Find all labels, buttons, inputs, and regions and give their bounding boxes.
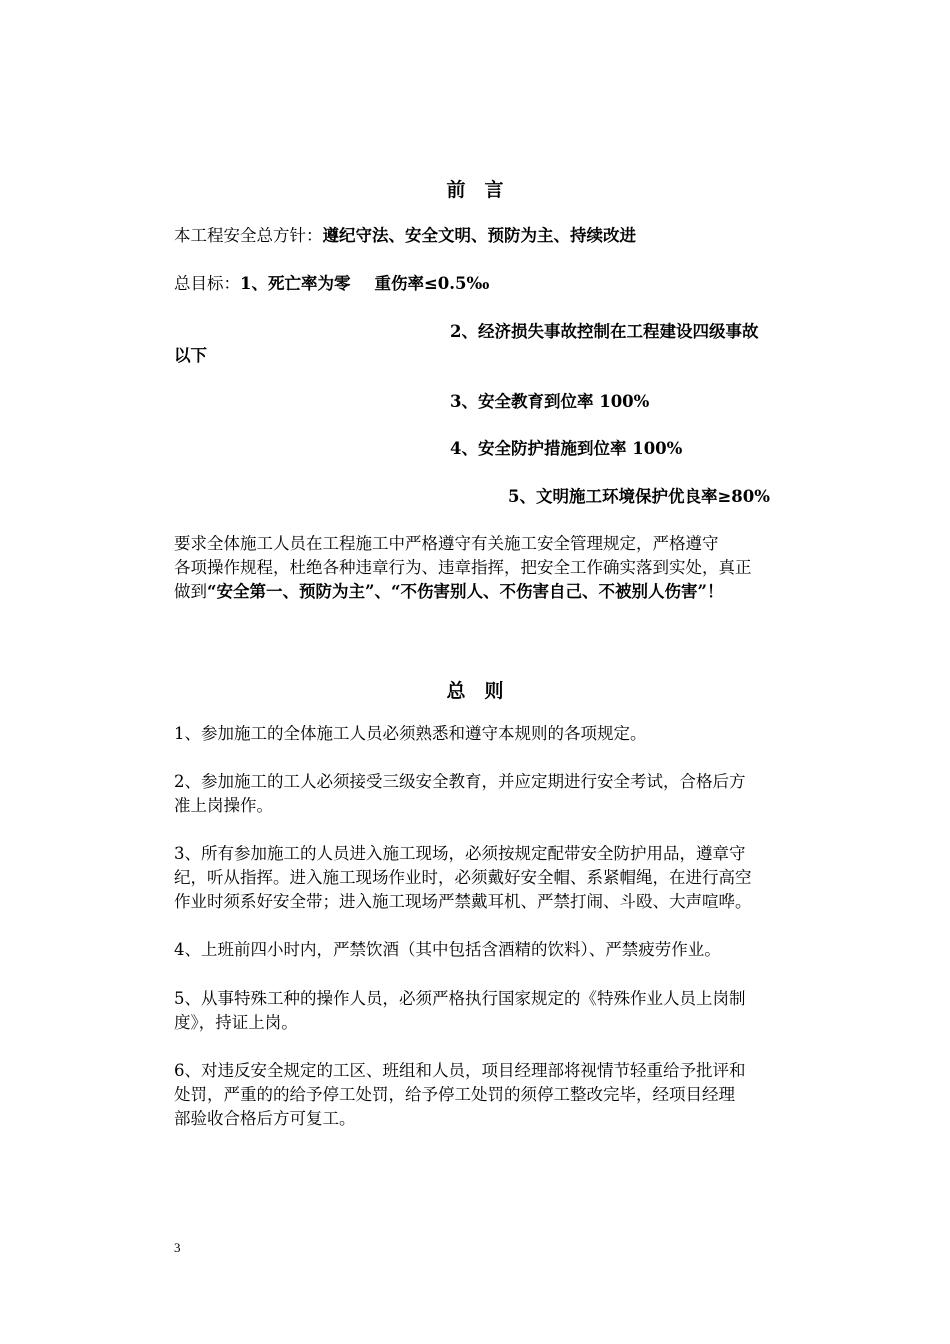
requirement-slogan: “安全第一、预防为主”、“不伤害别人、不伤害自己、不被别人伤害”！: [207, 582, 724, 601]
goal-5: 5、文明施工环境保护优良率≥80%: [508, 487, 770, 506]
rule-line: 部验收合格后方可复工。: [174, 1109, 356, 1128]
requirement-line: 各项操作规程，杜绝各种违章行为、违章指挥，把安全工作确实落到实处，真正: [174, 558, 752, 577]
rule-item: [174, 770, 819, 818]
requirement-paragraph: [174, 532, 819, 604]
rule-line: 1、参加施工的全体施工人员必须熟悉和遵守本规则的各项规定。: [174, 724, 647, 743]
general-title: 总 则: [446, 680, 504, 702]
rule-item: [174, 842, 819, 914]
rule-line: 4、上班前四小时内，严禁饮酒（其中包括含酒精的饮料）、严禁疲劳作业。: [174, 940, 721, 959]
rule-line: 纪，听从指挥。进入施工现场作业时，必须戴好安全帽、系紧帽绳，在进行高空: [174, 868, 752, 887]
rule-line: 作业时须系好安全带；进入施工现场严禁戴耳机、严禁打闹、斗殴、大声喧哗。: [174, 892, 752, 911]
rule-line: 处罚，严重的的给予停工处罚，给予停工处罚的须停工整改完毕，经项目经理: [174, 1085, 735, 1104]
rule-line: 准上岗操作。: [174, 796, 273, 815]
rule-line: 度》，持证上岗。: [174, 1013, 298, 1032]
goal-1b: 重伤率≤0.5‰: [374, 274, 490, 293]
requirement-line: 要求全体施工人员在工程施工中严格遵守有关施工安全管理规定，严格遵守: [174, 534, 719, 553]
requirement-plain: 做到: [174, 582, 207, 601]
preface-title: 前 言: [446, 179, 504, 201]
goal-2-line1: 2、经济损失事故控制在工程建设四级事故: [450, 322, 759, 341]
page-number: 3: [174, 1240, 181, 1255]
rule-line: 2、参加施工的工人必须接受三级安全教育，并应定期进行安全考试，合格后方: [174, 772, 746, 791]
rule-item: [174, 987, 819, 1035]
policy-label: 本工程安全总方针：: [174, 226, 323, 245]
rule-item: [174, 938, 819, 962]
rule-line: 3、所有参加施工的人员进入施工现场，必须按规定配带安全防护用品，遵章守: [174, 844, 746, 863]
goal-1a: 1、死亡率为零: [240, 274, 351, 293]
goal-2-line2: 以下: [174, 346, 207, 365]
rule-item: [174, 1059, 819, 1131]
goal-3: 3、安全教育到位率 100%: [450, 392, 650, 411]
safety-policy-line: [174, 224, 819, 248]
goals-label: 总目标：: [174, 274, 240, 293]
requirement-line: [174, 580, 819, 604]
goal-4: 4、安全防护措施到位率 100%: [450, 439, 683, 458]
rule-line: 5、从事特殊工种的操作人员，必须严格执行国家规定的《特殊作业人员上岗制: [174, 989, 746, 1008]
goal-1-line: [174, 272, 819, 296]
rule-item: [174, 722, 819, 746]
policy-value: 遵纪守法、安全文明、预防为主、持续改进: [322, 226, 636, 245]
rule-line: 6、对违反安全规定的工区、班组和人员，项目经理部将视情节轻重给予批评和: [174, 1061, 746, 1080]
